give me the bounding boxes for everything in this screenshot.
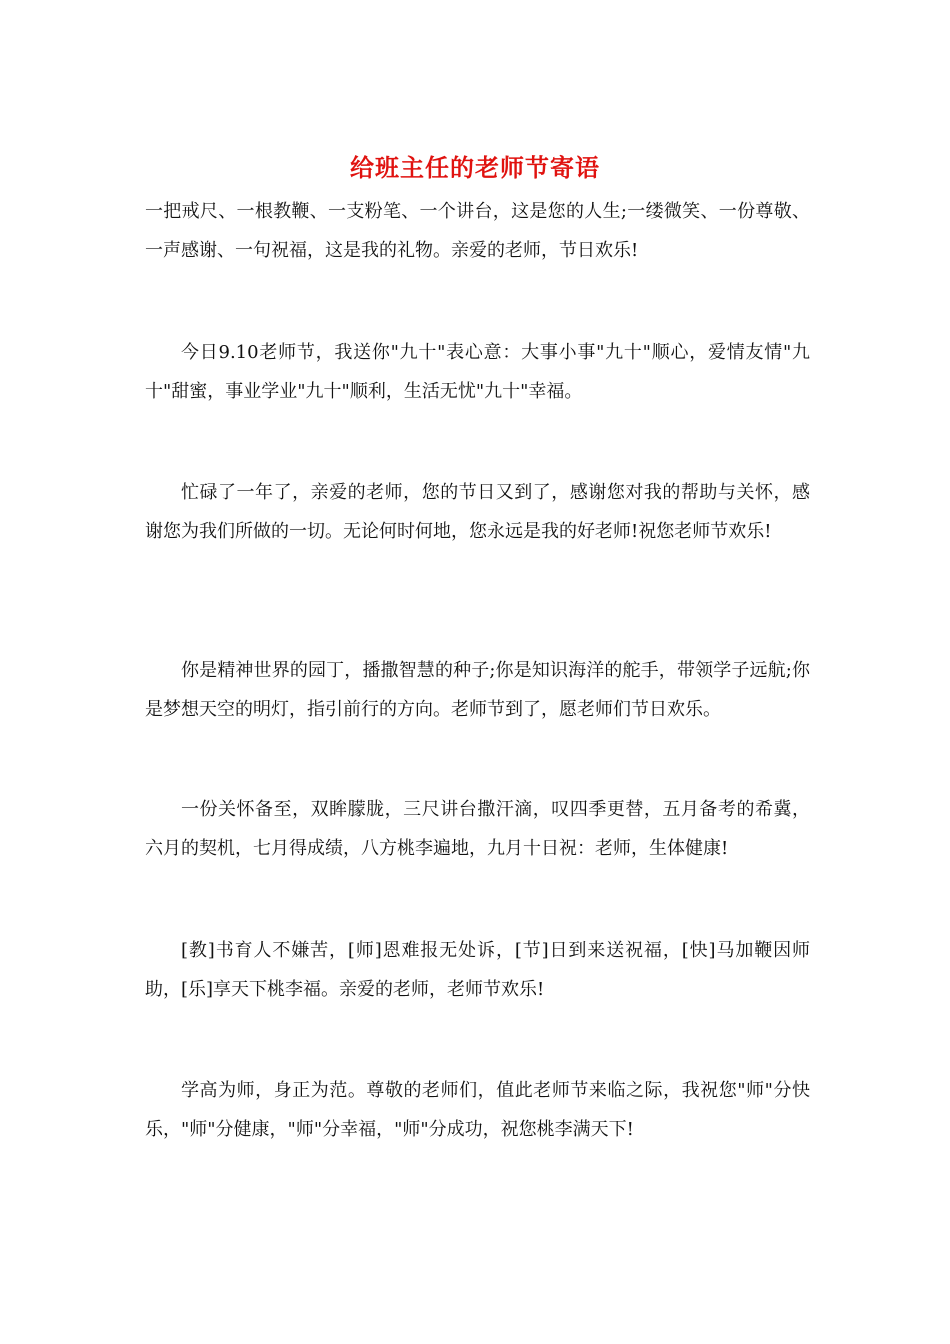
document-title: 给班主任的老师节寄语 [350, 153, 600, 182]
paragraph-2: 今日9.10老师节，我送你"九十"表心意：大事小事"九十"顺心，爱情友情"九十"甜蜜，事业学业"九十"顺利，生活无忧"九十"幸福。 [145, 342, 810, 402]
paragraph-4: 你是精神世界的园丁，播撒智慧的种子;你是知识海洋的舵手，带领学子远航;你是梦想天空的明灯，指引前行的方向。老师节到了，愿老师们节日欢乐。 [145, 660, 810, 720]
paragraph-6: [教]书育人不嫌苦，[师]恩难报无处诉，[节]日到来送祝福，[快]马加鞭因师助，[乐]享天下桃李福。亲爱的老师，老师节欢乐! [145, 940, 810, 1000]
paragraph-5: 一份关怀备至，双眸朦胧，三尺讲台撒汗滴，叹四季更替，五月备考的希冀，六月的契机，七月得成绩，八方桃李遍地，九月十日祝：老师，生体健康! [145, 799, 810, 859]
paragraph-7: 学高为师，身正为范。尊敬的老师们，值此老师节来临之际，我祝您"师"分快乐，"师"分健康，"师"分幸福，"师"分成功，祝您桃李满天下! [145, 1080, 810, 1140]
paragraph-1: 一把戒尺、一根教鞭、一支粉笔、一个讲台，这是您的人生;一缕微笑、一份尊敬、一声感谢、一句祝福，这是我的礼物。亲爱的老师，节日欢乐! [145, 201, 810, 261]
paragraph-3: 忙碌了一年了，亲爱的老师，您的节日又到了，感谢您对我的帮助与关怀，感谢您为我们所做的一切。无论何时何地，您永远是我的好老师!祝您老师节欢乐! [145, 482, 810, 542]
